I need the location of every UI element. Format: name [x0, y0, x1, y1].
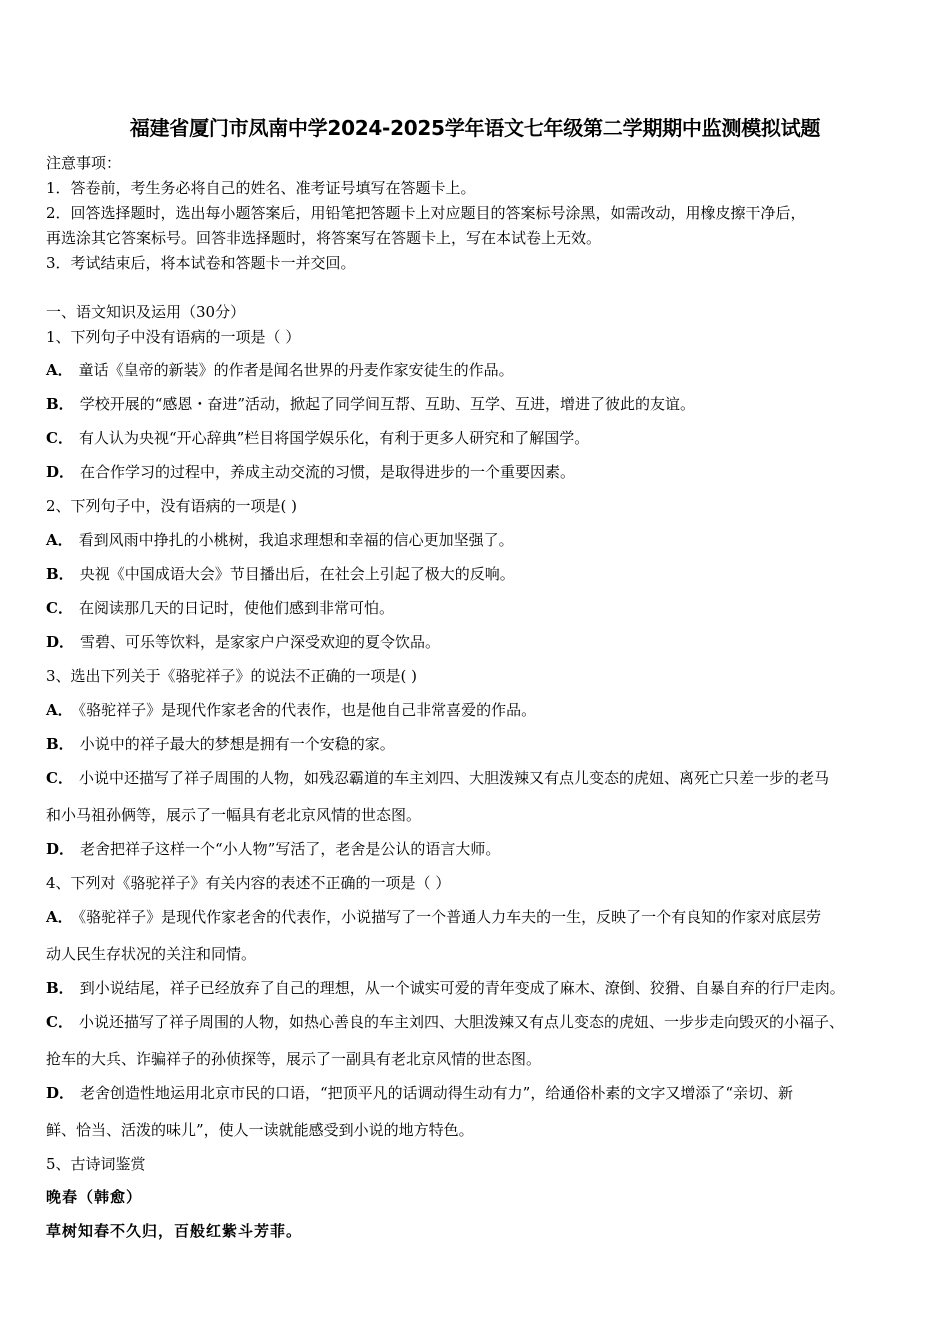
- option-text: 在阅读那几天的日记时，使他们感到非常可怕。: [78, 599, 394, 617]
- option-label: C．: [46, 599, 73, 617]
- option-line: [46, 700, 536, 720]
- option-line: [46, 734, 395, 754]
- option-text: 小说中的祥子最大的梦想是拥有一个安稳的家。: [79, 735, 395, 753]
- option-text: 学校开展的“感恩・奋进”活动，掀起了同学间互帮、互助、互学、互进，增进了彼此的友谊。: [79, 395, 696, 413]
- option-text: 老舍把祥子这样一个“小人物”写活了，老舍是公认的语言大师。: [80, 840, 501, 858]
- option-label: D．: [46, 1084, 75, 1102]
- question-stem: 4、下列对《骆驼祥子》有关内容的表述不正确的一项是（ ）: [46, 874, 451, 892]
- poem-line: 草树知春不久归，百般红紫斗芳菲。: [46, 1222, 303, 1240]
- question-stem: 2、下列句子中，没有语病的一项是( ): [46, 497, 298, 515]
- option-label: D．: [46, 463, 75, 481]
- option-label: B．: [46, 395, 74, 413]
- question-stem: 1、下列句子中没有语病的一项是（ ）: [46, 328, 301, 346]
- notice-item: 再选涂其它答案标号。回答非选择题时，将答案写在答题卡上，写在本试卷上无效。: [46, 229, 602, 247]
- option-text: 小说还描写了祥子周围的人物，如热心善良的车主刘四、大胆泼辣又有点儿变态的虎妞、一步步走向毁灭的小福子、: [78, 1013, 844, 1031]
- option-line: [46, 1049, 541, 1069]
- option-text: 看到风雨中挣扎的小桃树，我追求理想和幸福的信心更加坚强了。: [78, 531, 514, 549]
- option-label: A．: [46, 701, 73, 719]
- option-label: D．: [46, 633, 75, 651]
- option-text: 《骆驼祥子》是现代作家老舍的代表作，也是他自己非常喜爱的作品。: [78, 701, 537, 719]
- option-label: A．: [46, 531, 73, 549]
- option-text: 抢车的大兵、诈骗祥子的孙侦探等，展示了一副具有老北京风情的世态图。: [46, 1050, 542, 1068]
- option-line: [46, 768, 829, 788]
- notice-item: 3．考试结束后，将本试卷和答题卡一并交回。: [46, 254, 356, 272]
- option-line: [46, 1083, 793, 1103]
- section-heading: 一、语文知识及运用（30分）: [46, 303, 246, 321]
- option-text: 到小说结尾，祥子已经放弃了自己的理想，从一个诚实可爱的青年变成了麻木、潦倒、狡猾、自暴自弃的行尸走肉。: [79, 979, 845, 997]
- option-text: 小说中还描写了祥子周围的人物，如残忍霸道的车主刘四、大胆泼辣又有点儿变态的虎妞、离死亡只差一步的老马: [78, 769, 829, 787]
- page-title: 福建省厦门市凤南中学2024-2025学年语文七年级第二学期期中监测模拟试题: [129, 116, 821, 140]
- option-label: B．: [46, 979, 74, 997]
- option-label: C．: [46, 769, 73, 787]
- option-label: A．: [46, 908, 73, 926]
- question-stem: 3、选出下列关于《骆驼祥子》的说法不正确的一项是( ): [46, 667, 418, 685]
- option-line: [46, 360, 514, 380]
- option-line: [46, 839, 500, 859]
- option-label: B．: [46, 565, 74, 583]
- option-line: [46, 564, 515, 584]
- option-text: 在合作学习的过程中，养成主动交流的习惯，是取得进步的一个重要因素。: [80, 463, 576, 481]
- option-text: 《骆驼祥子》是现代作家老舍的代表作，小说描写了一个普通人力车夫的一生，反映了一个有良知的作家对底层劳: [78, 908, 822, 926]
- option-text: 童话《皇帝的新装》的作者是闻名世界的丹麦作家安徒生的作品。: [78, 361, 514, 379]
- option-line: [46, 978, 845, 998]
- option-label: A．: [46, 361, 73, 379]
- option-line: [46, 1120, 474, 1140]
- option-line: [46, 805, 421, 825]
- option-line: [46, 907, 821, 927]
- option-label: C．: [46, 1013, 73, 1031]
- option-text: 央视《中国成语大会》节目播出后，在社会上引起了极大的反响。: [79, 565, 515, 583]
- option-line: [46, 944, 256, 964]
- option-text: 和小马祖孙俩等，展示了一幅具有老北京风情的世态图。: [46, 806, 422, 824]
- notice-item: 2．回答选择题时，选出每小题答案后，用铅笔把答题卡上对应题目的答案标号涂黑，如需改动，用橡皮擦干净后，: [46, 204, 806, 222]
- option-text: 动人民生存状况的关注和同情。: [46, 945, 257, 963]
- option-line: [46, 428, 589, 448]
- option-line: [46, 632, 440, 652]
- option-label: C．: [46, 429, 73, 447]
- option-text: 雪碧、可乐等饮料，是家家户户深受欢迎的夏令饮品。: [80, 633, 441, 651]
- option-line: [46, 394, 695, 414]
- notice-item: 1．答卷前，考生务必将自己的姓名、准考证号填写在答题卡上。: [46, 179, 476, 197]
- option-label: D．: [46, 840, 75, 858]
- option-text: 有人认为央视“开心辞典”栏目将国学娱乐化，有利于更多人研究和了解国学。: [78, 429, 590, 447]
- option-line: [46, 1012, 844, 1032]
- option-line: [46, 598, 394, 618]
- question-stem: 5、古诗词鉴赏: [46, 1155, 146, 1173]
- option-text: 老舍创造性地运用北京市民的口语，“把顶平凡的话调动得生动有力”，给通俗朴素的文字又增添了“亲切、新: [80, 1084, 794, 1102]
- poem-title: 晚春（韩愈）: [46, 1188, 143, 1206]
- option-line: [46, 530, 514, 550]
- option-label: B．: [46, 735, 74, 753]
- notice-heading: 注意事项：: [46, 154, 122, 172]
- option-line: [46, 462, 575, 482]
- option-text: 鲜、恰当、活泼的味儿”，使人一读就能感受到小说的地方特色。: [46, 1121, 474, 1139]
